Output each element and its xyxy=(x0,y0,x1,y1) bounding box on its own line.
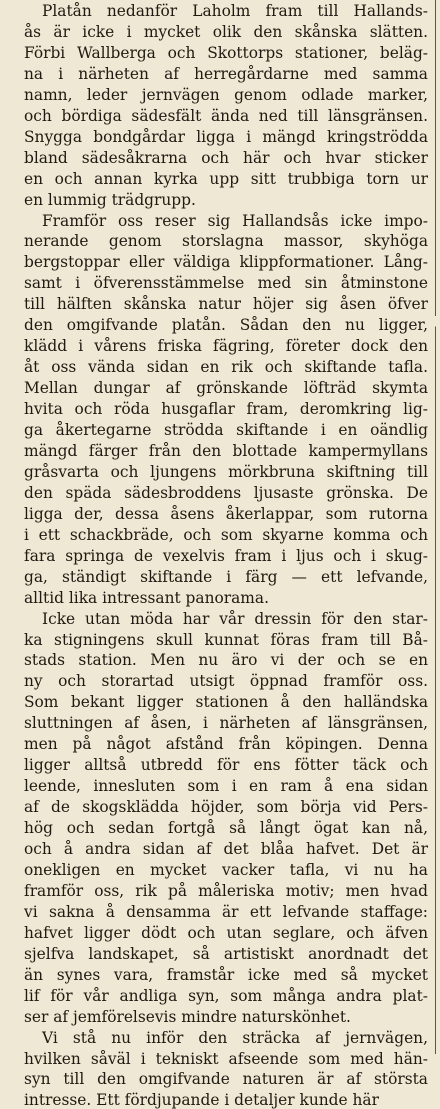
text-line: stads station. Men nu äro vi der och se en xyxy=(24,651,428,670)
text-line: ligga der, dessa åsens åkerlappar, som rutorna xyxy=(24,504,428,523)
text-line: hög och sedan fortgå så långt ögat kan nå, xyxy=(24,819,428,838)
text-line: ligger alltså utbredd för ens fötter täck och xyxy=(24,756,428,775)
text-line: mängd färger från den blottade kampermyllans xyxy=(24,441,428,460)
text-line: namn, leder jernvägen genom odlade marker, xyxy=(24,85,428,104)
text-line: syn till den omgifvande naturen är af största xyxy=(24,1070,428,1089)
text-line: leende, innesluten som i en ram å ena sidan xyxy=(24,777,428,796)
text-line: ser af jemförelsevis mindre naturskönhet. xyxy=(24,1007,351,1026)
text-line: bergstoppar eller väldiga klippformationer. Lång- xyxy=(24,253,428,272)
text-line: ny och storartad utsigt öppnad framför oss. xyxy=(24,672,428,691)
text-line: men på något afstånd från köpingen. Denna xyxy=(24,735,428,754)
text-line: ga åkertegarne strödda skiftande i en oändlig xyxy=(24,421,428,439)
text-line: till hälften skånska natur höjer sig åsen öfver xyxy=(24,295,428,314)
text-line: den omgifvande platån. Sådan den nu ligger, xyxy=(24,316,428,335)
text-line: åt oss vända sidan en rik och skiftande tafla. xyxy=(24,358,428,377)
text-line: sluttningen af åsen, i närheten af länsgränsen, xyxy=(24,714,428,733)
text-line: Icke utan möda har vår dressin för den star- xyxy=(42,609,428,628)
text-line: en lummig trädgrupp. xyxy=(24,190,196,209)
text-line: Snygga bondgårdar ligga i mängd kringströdda xyxy=(24,127,428,146)
text-line: Mellan dungar af grönskande löfträd skymta xyxy=(24,379,428,398)
text-line: den späda sädesbroddens ljusaste grönska. De xyxy=(24,483,428,502)
text-line: fara springa de vexelvis fram i ljus och i skug- xyxy=(24,546,428,565)
text-line: Förbi Wallberga och Skottorps stationer, beläg- xyxy=(24,43,428,62)
column-rule xyxy=(435,0,436,1054)
text-line: alltid lika intressant panorama. xyxy=(24,588,269,607)
text-line: framför oss, rik på måleriska motiv; men hvad xyxy=(24,881,428,900)
text-line: intresse. Ett fördjupande i detaljer kunde här xyxy=(24,1091,379,1109)
text-line: gråsvarta och ljungens mörkbruna skiftning till xyxy=(24,462,428,481)
text-line: klädd i vårens friska fägring, företer dock den xyxy=(24,337,428,356)
text-line: nerande genom storslagna massor, skyhöga xyxy=(24,232,428,251)
text-line: hafvet ligger dödt och utan seglare, och äfven xyxy=(24,923,428,942)
text-line: Framför oss reser sig Hallandsås icke impo- xyxy=(42,211,428,230)
text-line: en och annan kyrka upp sitt trubbiga torn ur xyxy=(24,169,428,188)
text-line: ås är icke i mycket olik den skånska slätten. xyxy=(24,22,428,41)
text-line: sjelfva landskapet, så artistiskt anordnadt det xyxy=(24,944,428,963)
text-line: Som bekant ligger stationen å den halländska xyxy=(24,693,428,712)
text-line: onekligen en mycket vacker tafla, vi nu ha xyxy=(24,860,428,879)
text-line: na i närheten af herregårdarne med samma xyxy=(24,64,428,83)
text-line: ga, ständigt skiftande i färg — ett lefvande, xyxy=(24,567,428,586)
text-line: samt i öfverensstämmelse med sin åtminstone xyxy=(24,274,428,293)
text-line: lif för vår andliga syn, som många andra plat- xyxy=(24,986,428,1005)
text-line: och bördiga sädesfält ända ned till länsgränsen. xyxy=(24,106,428,125)
text-line: vi sakna å densamma är ett lefvande staffage: xyxy=(24,902,428,921)
text-line: af de skogsklädda höjder, som börja vid Pers- xyxy=(24,798,428,817)
text-line: ka stigningens skull kunnat föras fram till Bå- xyxy=(24,630,428,649)
text-line: bland sädesåkrarna och här och hvar sticker xyxy=(24,148,428,167)
text-line: Vi stå nu inför den sträcka af jernvägen, xyxy=(42,1028,428,1047)
text-line: än synes vara, framstår icke med så mycket xyxy=(24,965,428,984)
text-line: hvilken såväl i tekniskt afseende som med hän- xyxy=(24,1049,428,1068)
text-line: i ett schackbräde, och som skyarne komma och xyxy=(24,525,428,544)
text-line: hvita och röda husgaflar fram, deromkring lig- xyxy=(24,400,428,419)
article-page xyxy=(6,2,428,1109)
text-line: och å andra sidan af det blåa hafvet. Det är xyxy=(24,840,428,858)
text-line: Platån nedanför Laholm fram till Hallands- xyxy=(42,2,428,20)
